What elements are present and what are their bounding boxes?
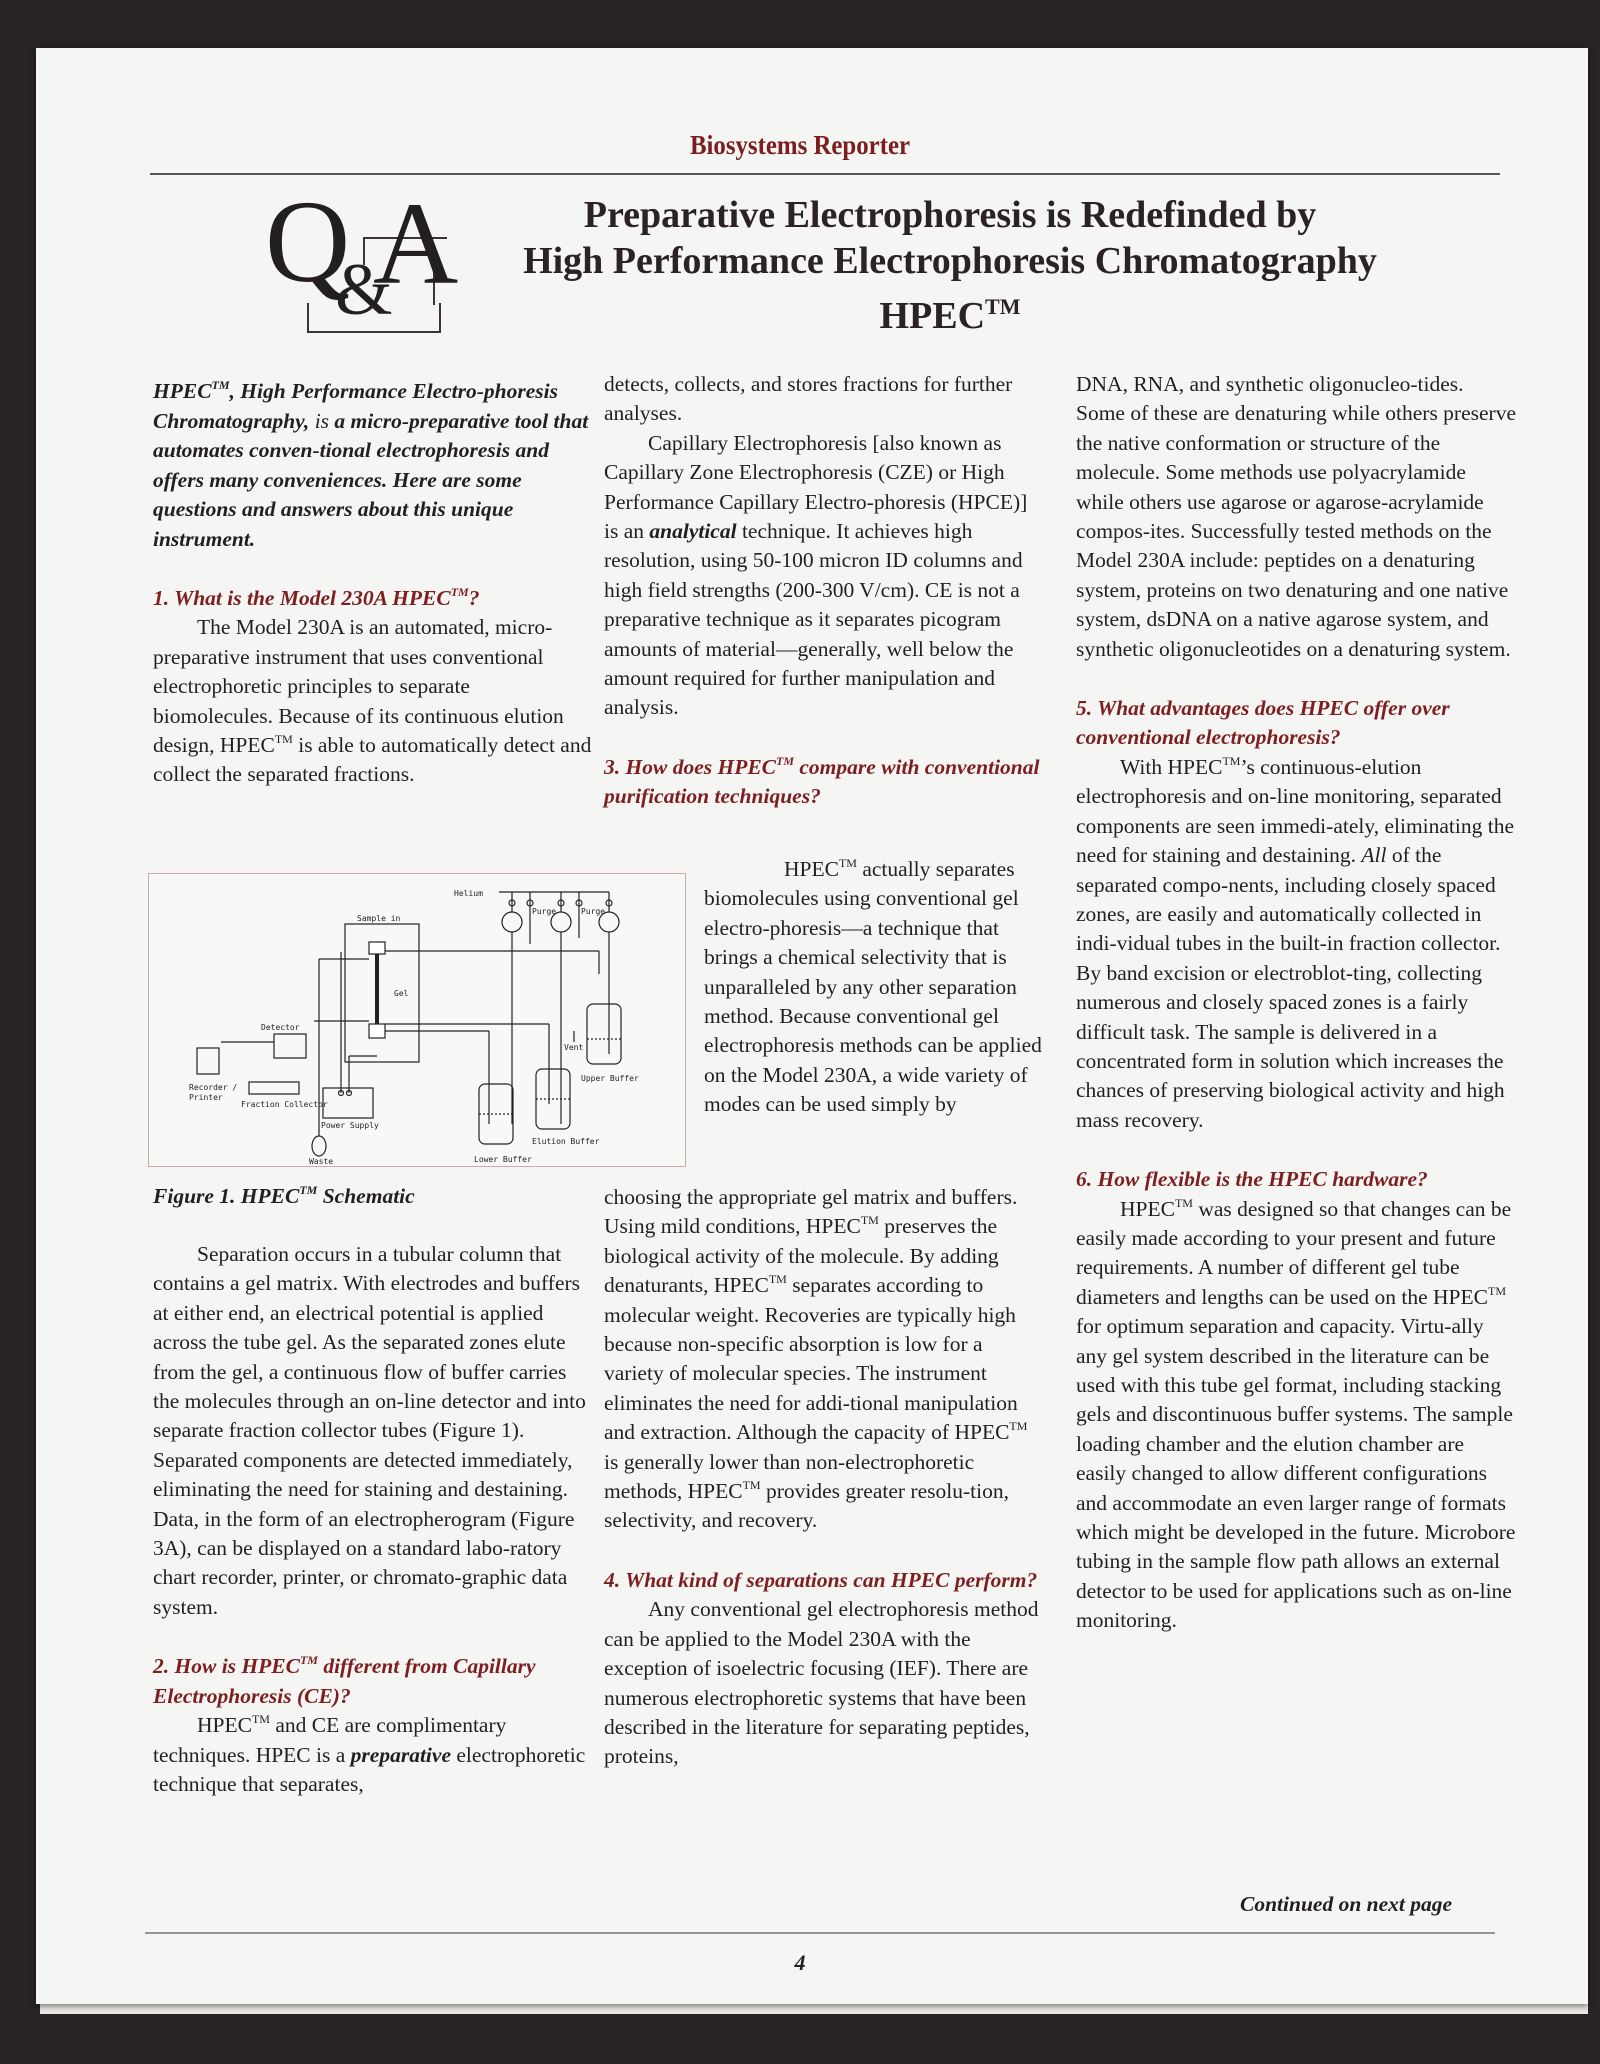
- svg-text:Power Supply: Power Supply: [321, 1121, 379, 1130]
- column-3: [1076, 370, 1516, 1636]
- svg-text:Waste: Waste: [309, 1157, 334, 1166]
- logo-ampersand: &: [335, 249, 393, 331]
- question-1-heading: 1. What is the Model 230A HPEC™?: [153, 585, 480, 610]
- figure-1-schematic: [148, 873, 686, 1167]
- svg-text:Purge: Purge: [532, 907, 557, 916]
- svg-text:Detector: Detector: [261, 1023, 300, 1032]
- answer-4-continued: DNA, RNA, and synthetic oligonucleo-tides. Some of these are denaturing while others preserve the native conformation or structure of the molecule. Some methods use polyacrylamide while others use agarose or agarose-acrylamide compos-ites. Successfully tested methods on the Model 230A include: peptides on a denaturing system, proteins on two denaturing and one native system, dsDNA on a native agarose system, and synthetic oligonucleotides on a denaturing system.: [1076, 372, 1516, 661]
- answer-4: Any conventional gel electrophoresis method can be applied to the Model 230A with the exception of isoelectric focusing (IEF). There are numerous electrophoretic systems that have been described in the literature for separating peptides, proteins,: [604, 1597, 1039, 1769]
- figure-1-caption: Figure 1. HPEC™ Schematic: [153, 1183, 415, 1208]
- svg-text:Sample in: Sample in: [357, 914, 401, 923]
- ce-paragraph: Capillary Electrophoresis [also known as Capillary Zone Electrophoresis (CZE) or High Performance Capillary Electro-phoresis (HPCE)] is an analytical technique. It achieves high resolution, using 50-100 micron ID columns and high field strengths (200-300 V/cm). CE is not a preparative technique as it separates picogram amounts of material—generally, well below the amount required for further manipulation and analysis.: [604, 430, 1028, 720]
- column-2-lower: [604, 1183, 1044, 1772]
- svg-text:Fraction Collector: Fraction Collector: [241, 1100, 328, 1109]
- svg-text:Lower Buffer: Lower Buffer: [474, 1155, 532, 1164]
- title-line-3: HPEC™: [879, 294, 1021, 337]
- answer-3-wrapped: HPEC™ actually separates biomolecules using conventional gel electro-phoresis—a technique that brings a chemical selectivity that is unparalleled by any other separation method. Because conventional gel electrophoresis methods can be applied on the Model 230A, a wide variety of modes can be used simply by: [704, 856, 1042, 1117]
- svg-text:Gel: Gel: [394, 989, 409, 998]
- question-3-heading: 3. How does HPEC™ compare with conventional purification techniques?: [604, 753, 1040, 809]
- question-6-heading: 6. How flexible is the HPEC hardware?: [1076, 1167, 1428, 1192]
- page-number: 4: [794, 1950, 806, 1975]
- article-title: [430, 192, 1470, 339]
- question-5-heading: 5. What advantages does HPEC offer over conventional electrophoresis?: [1076, 696, 1450, 750]
- answer-5: With HPEC™’s continuous-elution electrophoresis and on-line monitoring, separated components are seen immedi-ately, eliminating the need for staining and destaining. All of the separated compo-nents, including closely spaced zones, are easily and automatically collected in indi-vidual tubes in the built-in fraction collector. By band excision or electroblot-ting, collecting numerous and closely spaced zones is a fairly difficult task. The sample is delivered in a concentrated form in solution which increases the chances of preserving biological activity and high mass recovery.: [1076, 753, 1515, 1132]
- intro-paragraph: HPEC™, High Performance Electro-phoresis Chromatography, is a micro-preparative tool that automates conven-tional electrophoresis and offers many conveniences. Here are some questions and answers about this unique instrument.: [153, 378, 589, 551]
- svg-text:Upper Buffer: Upper Buffer: [581, 1074, 639, 1083]
- answer-2-continued: detects, collects, and stores fractions for further analyses.: [604, 372, 1013, 426]
- continued-note: Continued on next page: [1240, 1892, 1453, 1916]
- question-4-heading: 4. What kind of separations can HPEC perform?: [604, 1567, 1038, 1592]
- answer-6: HPEC™ was designed so that changes can be easily made according to your present and future requirements. A number of different gel tube diameters and lengths can be used on the HPEC™ for optimum separation and capacity. Virtu-ally any gel system described in the literature can be used with this tube gel format, including stacking gels and discontinuous buffer systems. The sample loading chamber and the elution chamber are easily changed to allow different configurations and accommodate an even larger range of formats which might be developed in the future. Microbore tubing in the sample flow path allows an external detector to be used for applications such as on-line monitoring.: [1076, 1195, 1516, 1633]
- title-line-1: Preparative Electrophoresis is Redefinded by: [583, 194, 1317, 236]
- answer-2: HPEC™ and CE are complimentary techniques. HPEC is a preparative electrophoretic technique that separates,: [153, 1712, 586, 1796]
- column-1-lower: [153, 1240, 593, 1799]
- question-2-heading: 2. How is HPEC™ different from Capillary Electrophoresis (CE)?: [153, 1653, 536, 1708]
- svg-text:Helium: Helium: [454, 889, 483, 898]
- svg-text:Vent: Vent: [564, 1043, 584, 1052]
- title-line-2: High Performance Electrophoresis Chromatography: [523, 240, 1377, 282]
- answer-1: The Model 230A is an automated, micro-preparative instrument that uses conventional electrophoretic principles to separate biomolecules. Because of its continuous elution design, HPEC™ is able to automatically detect and collect the separated fractions.: [153, 615, 592, 787]
- footer-divider: [145, 1932, 1495, 1934]
- logo-a: A: [373, 178, 459, 309]
- svg-text:Printer: Printer: [189, 1093, 223, 1102]
- header-divider: [150, 173, 1500, 175]
- svg-text:Elution Buffer: Elution Buffer: [532, 1137, 600, 1146]
- masthead: Biosystems Reporter: [689, 130, 911, 160]
- answer-3: choosing the appropriate gel matrix and buffers. Using mild conditions, HPEC™ preserves the biological activity of the molecule. By adding denaturants, HPEC™ separates according to molecular weight. Recoveries are typically high because non-specific absorption is low for a variety of molecular species. The instrument eliminates the need for addi-tional manipulation and extraction. Although the capacity of HPEC™ is generally lower than non-electrophoretic methods, HPEC™ provides greater resolu-tion, selectivity, and recovery.: [604, 1185, 1028, 1533]
- separation-paragraph: Separation occurs in a tubular column that contains a gel matrix. With electrodes and buffers at either end, an electrical potential is applied across the tube gel. As the separated zones elute from the gel, a continuous flow of buffer carries the molecules through an on-line detector and into separate fraction collector tubes (Figure 1). Separated components are detected immediately, eliminating the need for staining and destaining. Data, in the form of an electropherogram (Figure 3A), can be displayed on a standard labo-ratory chart recorder, printer, or chromato-graphic data system.: [153, 1242, 586, 1619]
- logo-q: Q: [265, 176, 351, 307]
- svg-text:Recorder /: Recorder /: [189, 1083, 238, 1092]
- hpec-schematic-diagram: [149, 874, 685, 1166]
- column-1: [153, 377, 593, 790]
- column-2: [604, 370, 1044, 812]
- svg-text:Purge: Purge: [581, 907, 606, 916]
